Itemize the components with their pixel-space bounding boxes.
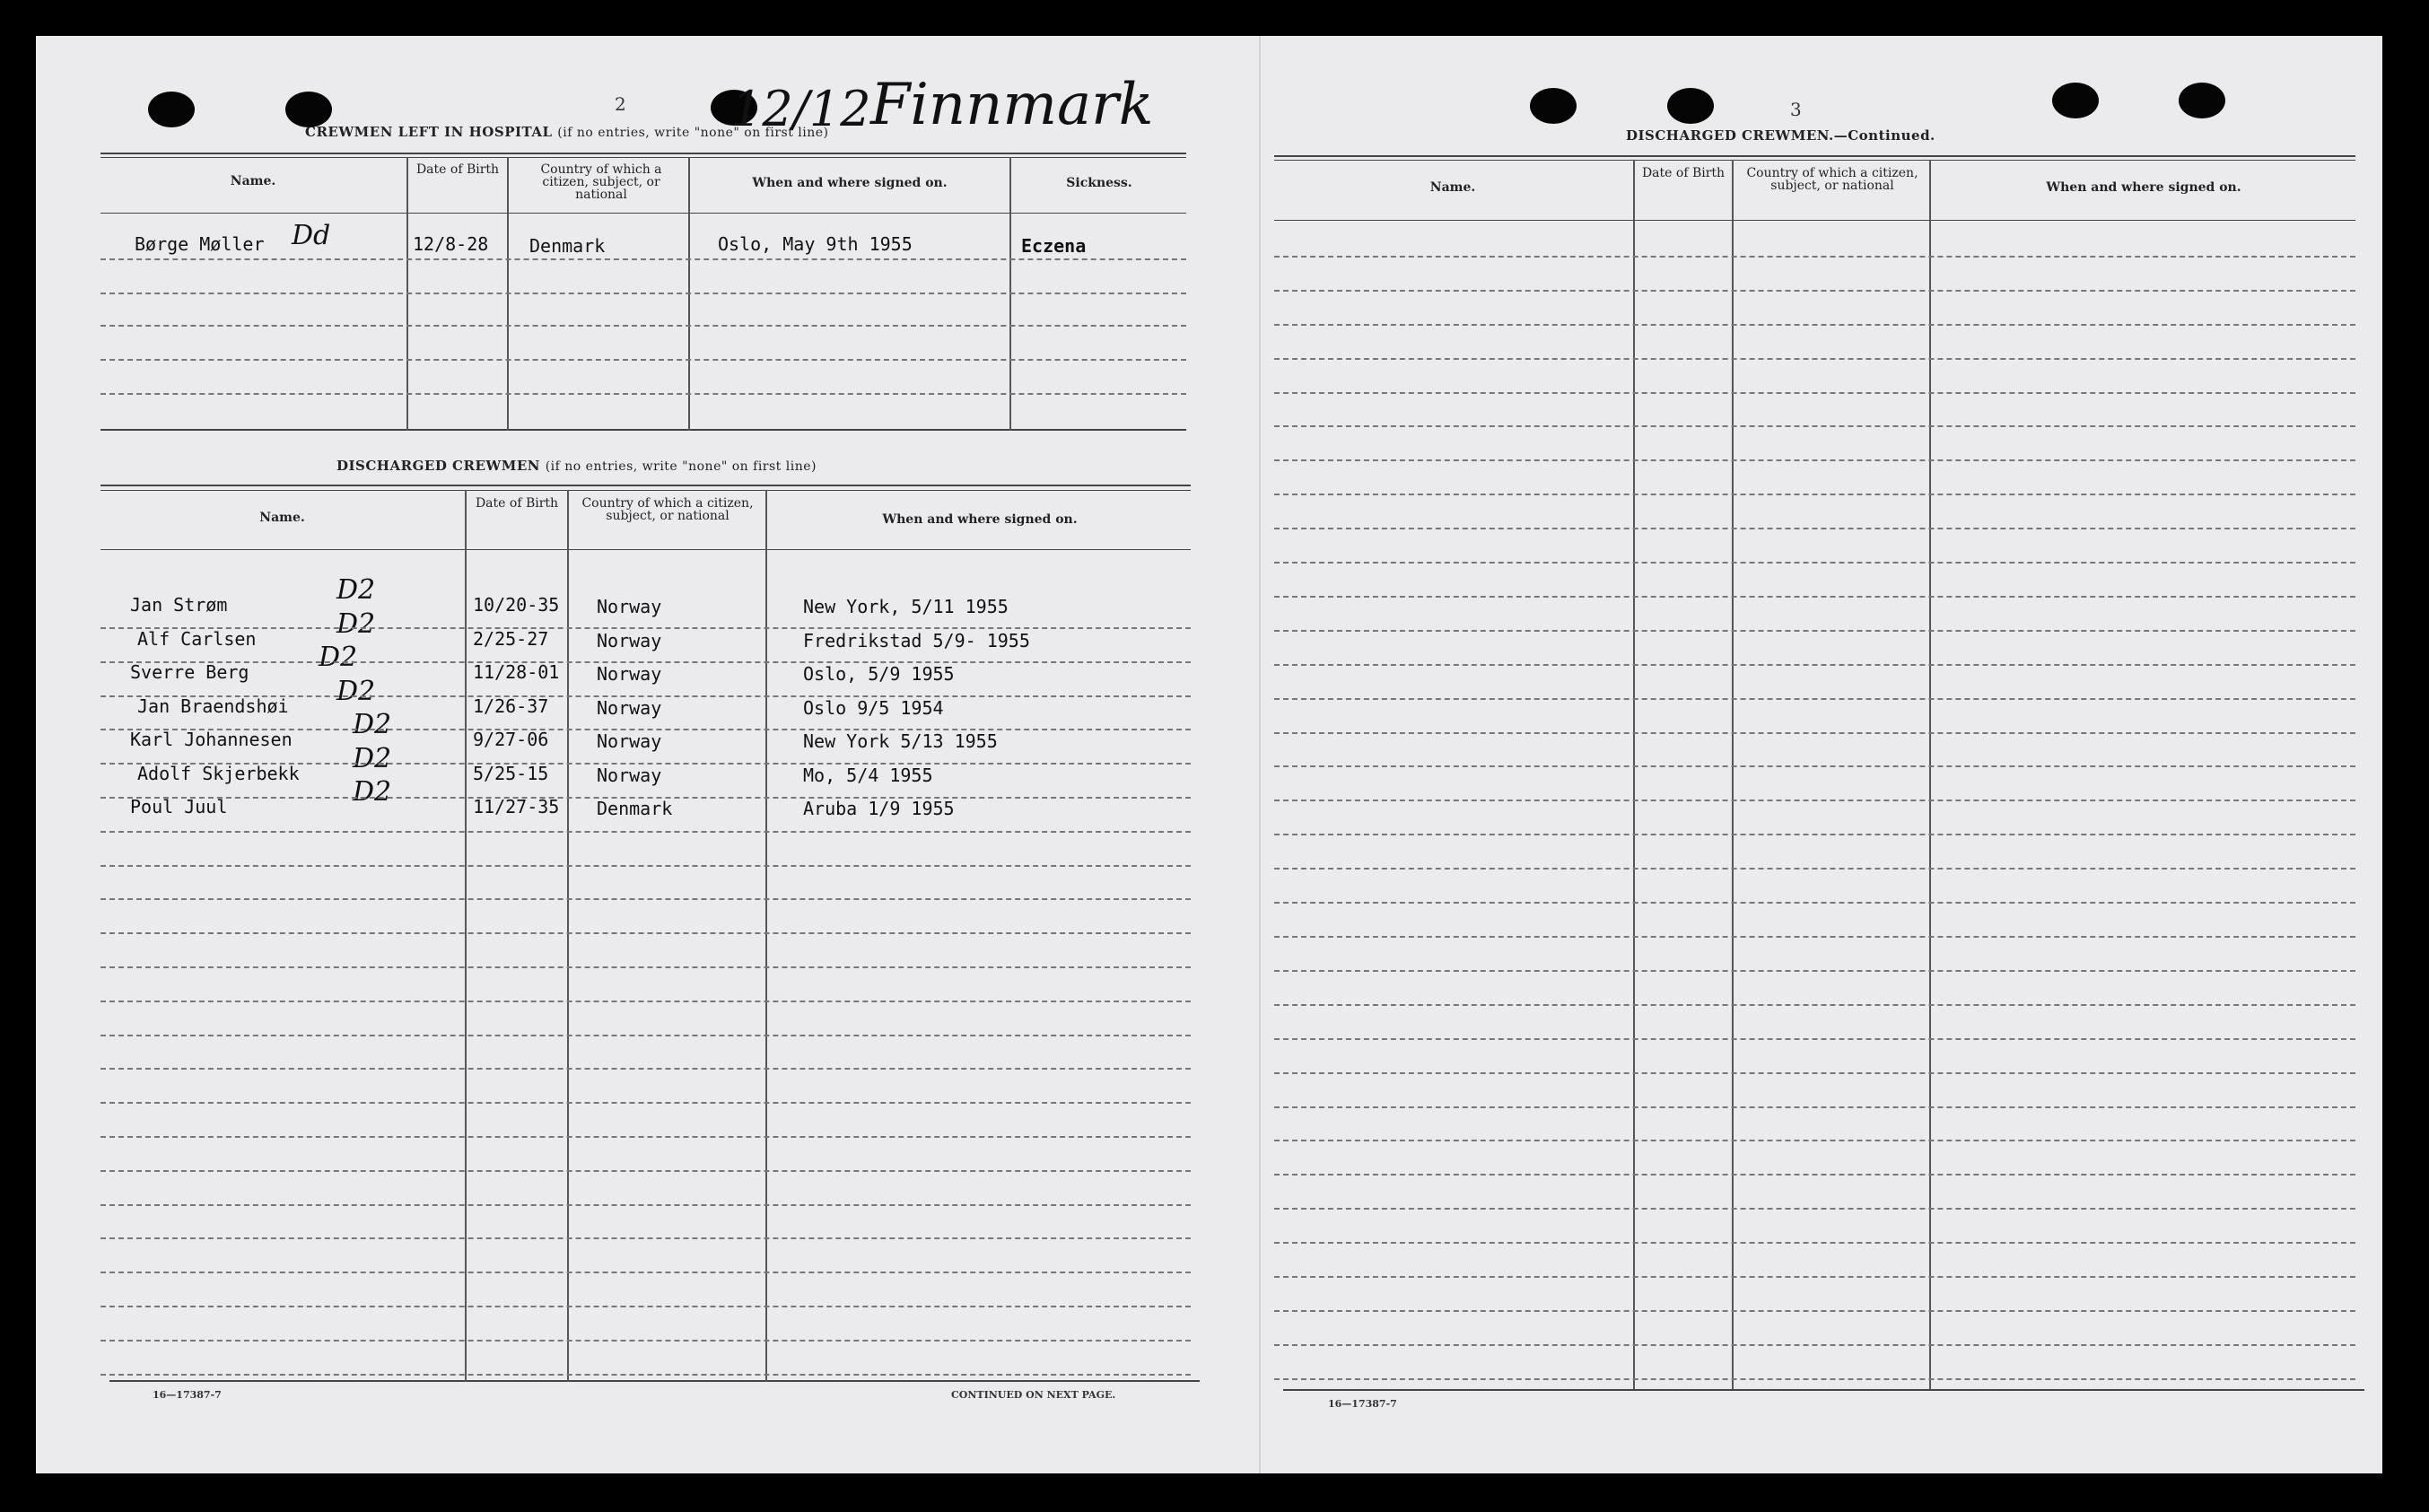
discharged-country: Norway [597, 630, 662, 651]
page-number-left: 2 [615, 93, 628, 115]
form-number-right: 16—17387-7 [1328, 1398, 1397, 1410]
discharged-dob: 5/25-15 [473, 763, 549, 784]
discharged-dob: 2/25-27 [473, 628, 549, 650]
discharged-name: Jan Braendshøi [137, 695, 289, 717]
discharged-signed-on: New York, 5/11 1955 [803, 596, 1009, 617]
discharged-dob: 10/20-35 [473, 594, 560, 616]
discharged-country: Norway [597, 765, 662, 786]
discharged-country: Norway [597, 730, 662, 752]
discharged-dob: 9/27-06 [473, 729, 549, 750]
discharged-mark: D2 [336, 676, 376, 707]
discharged-name: Alf Carlsen [137, 628, 257, 650]
hospital-header-dob: Date of Birth [415, 162, 500, 177]
page-fold [1259, 36, 1261, 1473]
discharged-header-signed-on: When and where signed on. [882, 512, 1078, 527]
hospital-header-signed-on: When and where signed on. [752, 176, 948, 190]
hospital-name: Børge Møller [135, 233, 265, 255]
hospital-signed-on: Oslo, May 9th 1955 [718, 233, 913, 255]
discharged-signed-on: Oslo, 5/9 1955 [803, 663, 955, 685]
discharged-dob: 11/27-35 [473, 796, 560, 817]
hospital-country: Denmark [529, 235, 606, 257]
hospital-header-name: Name. [230, 174, 276, 188]
page-number-right: 3 [1790, 99, 1804, 120]
discharged-signed-on: Mo, 5/4 1955 [803, 765, 933, 786]
discharged-section-title: DISCHARGED CREWMEN (if no entries, write "none" on first line) [336, 458, 817, 474]
discharged-mark: D2 [353, 776, 392, 808]
hospital-dob: 12/8-28 [413, 233, 489, 255]
discharged-country: Denmark [597, 798, 673, 819]
discharged-signed-on: New York 5/13 1955 [803, 730, 998, 752]
handwritten-ship-name: Finnmark [870, 72, 1154, 138]
discharged-name: Poul Juul [130, 796, 228, 817]
continued-header-country: Country of which a citizen, subject, or national [1746, 166, 1918, 193]
discharged-name: Sverre Berg [130, 661, 249, 683]
discharged-mark: D2 [336, 574, 376, 606]
punch-hole [1667, 88, 1714, 124]
hospital-header-country: Country of which a citizen, subject, or national [540, 162, 662, 202]
discharged-continued-title: DISCHARGED CREWMEN.—Continued. [1626, 127, 1935, 144]
form-number-left: 16—17387-7 [153, 1389, 222, 1401]
hospital-mark: Dd [292, 220, 331, 251]
hospital-header-sickness: Sickness. [1066, 176, 1132, 190]
discharged-header-dob: Date of Birth [475, 496, 559, 511]
discharged-mark: D2 [353, 743, 392, 774]
discharged-mark: D2 [353, 709, 392, 740]
continued-header-dob: Date of Birth [1641, 166, 1726, 180]
hospital-sickness: Eczena [1021, 235, 1087, 257]
punch-hole [148, 92, 195, 127]
discharged-name: Karl Johannesen [130, 729, 293, 750]
punch-hole [2052, 83, 2099, 118]
discharged-header-name: Name. [259, 511, 305, 525]
discharged-signed-on: Oslo 9/5 1954 [803, 697, 944, 719]
discharged-header-country: Country of which a citizen, subject, or national [581, 496, 754, 523]
manifest-sheet [36, 36, 2382, 1473]
punch-hole [2179, 83, 2225, 118]
punch-hole [285, 92, 332, 127]
discharged-mark: D2 [336, 608, 376, 640]
discharged-country: Norway [597, 596, 662, 617]
discharged-country: Norway [597, 697, 662, 719]
discharged-dob: 11/28-01 [473, 661, 560, 683]
discharged-name: Adolf Skjerbekk [137, 763, 300, 784]
continued-note: CONTINUED ON NEXT PAGE. [951, 1389, 1116, 1401]
discharged-country: Norway [597, 663, 662, 685]
discharged-dob: 1/26-37 [473, 695, 549, 717]
discharged-name: Jan Strøm [130, 594, 228, 616]
punch-hole [1530, 88, 1577, 124]
continued-header-signed-on: When and where signed on. [2046, 180, 2241, 195]
hospital-section-title: CREWMEN LEFT IN HOSPITAL (if no entries, write "none" on first line) [305, 124, 829, 140]
discharged-mark: D2 [319, 642, 358, 673]
continued-header-name: Name. [1429, 180, 1476, 195]
discharged-signed-on: Aruba 1/9 1955 [803, 798, 955, 819]
discharged-signed-on: Fredrikstad 5/9- 1955 [803, 630, 1030, 651]
handwritten-date: 12/12 [731, 81, 871, 137]
